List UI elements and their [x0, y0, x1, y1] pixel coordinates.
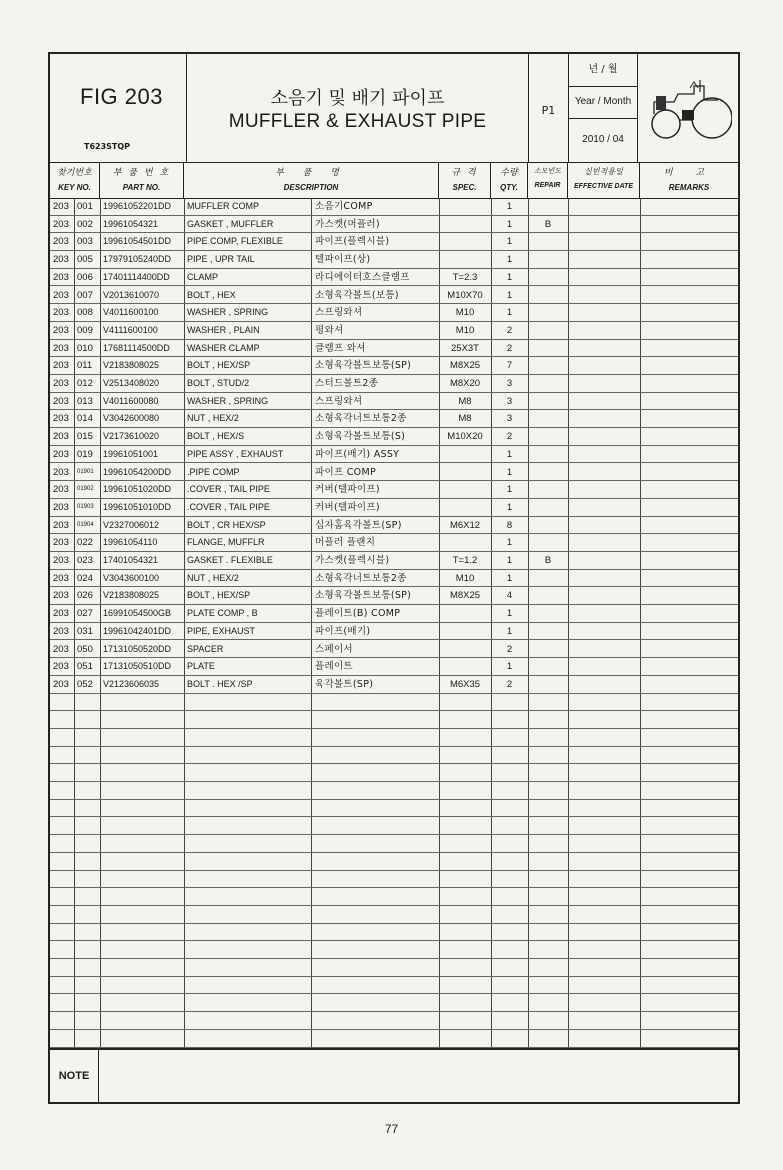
quantity: 1	[506, 271, 513, 283]
description-english: PIPE ASSY , EXHAUST	[187, 448, 284, 459]
col-qty-en: QTY.	[500, 183, 518, 192]
key-number-suffix: 01901	[77, 468, 94, 475]
date-cell	[569, 54, 638, 162]
description-korean: 소형육각볼트보통(SP)	[315, 360, 412, 372]
table-row	[50, 818, 738, 836]
table-row	[50, 587, 738, 605]
description-english: WASHER , SPRING	[187, 395, 269, 406]
key-number-suffix: 027	[77, 608, 93, 620]
quantity: 1	[506, 448, 513, 460]
spec-value: 25X3T	[451, 342, 479, 354]
table-row	[50, 499, 738, 517]
table-row	[50, 322, 738, 340]
part-number: 17131050520DD	[103, 643, 172, 654]
table-row	[50, 605, 738, 623]
description-english: BOLT , STUD/2	[187, 378, 250, 388]
model-code: T623STQP	[84, 142, 131, 151]
key-number-prefix: 203	[53, 254, 69, 266]
key-number-suffix: 006	[77, 271, 93, 283]
quantity: 3	[506, 378, 513, 389]
spec-value: M10X70	[447, 289, 483, 301]
description-korean: 파이프 COMP	[315, 466, 376, 478]
fig-cell	[50, 54, 187, 162]
quantity: 4	[506, 590, 513, 602]
key-number-prefix: 203	[53, 307, 69, 319]
key-number-suffix: 051	[77, 661, 93, 673]
description-english: GASKET , MUFFLER	[187, 218, 274, 229]
description-korean: 파이프(배기) ASSY	[315, 448, 400, 460]
col-part-ko: 부 품 번 호	[112, 168, 171, 178]
description-korean: 파이프(플렉시블)	[315, 236, 390, 248]
key-number-suffix: 01902	[77, 486, 94, 493]
description-english: .COVER , TAIL PIPE	[187, 501, 270, 512]
key-number-suffix: 002	[77, 218, 93, 230]
description-korean: 소음기COMP	[315, 201, 373, 212]
col-key-ko: 찾기번호	[57, 168, 92, 178]
table-row	[50, 570, 738, 588]
description-english: SPACER	[187, 643, 224, 654]
title-english: MUFFLER & EXHAUST PIPE	[228, 111, 487, 132]
description-korean: 커버(텔파이프)	[315, 484, 380, 496]
quantity: 2	[506, 324, 513, 336]
table-row	[50, 888, 738, 906]
table-row	[50, 941, 738, 959]
key-number-suffix: 015	[77, 431, 93, 443]
table-row	[50, 747, 738, 765]
description-english: WASHER , PLAIN	[187, 324, 260, 335]
description-english: FLANGE, MUFFLR	[187, 537, 265, 548]
quantity: 1	[506, 307, 513, 319]
key-number-prefix: 203	[53, 271, 69, 283]
quantity: 2	[506, 431, 513, 443]
tractor-icon	[644, 74, 732, 144]
key-number-suffix: 010	[77, 342, 93, 354]
description-korean: 소형육각너트보통2종	[315, 413, 407, 425]
spec-value: M8X20	[449, 378, 481, 389]
spec-value: M10	[455, 307, 475, 319]
description-english: MUFFLER COMP	[187, 201, 259, 211]
col-repair	[528, 162, 568, 198]
spec-value: M8	[458, 395, 472, 407]
key-number-suffix: 031	[77, 625, 93, 637]
description-english: PIPE COMP, FLEXIBLE	[187, 236, 283, 247]
description-korean: 플레이트(B) COMP	[315, 608, 401, 620]
table-row	[50, 269, 738, 287]
table-row	[50, 393, 738, 411]
spec-value: M10	[455, 324, 475, 336]
table-row	[50, 198, 738, 216]
col-desc	[184, 162, 439, 198]
description-korean: 소형육각너트보통2종	[315, 572, 407, 584]
table-row	[50, 464, 738, 482]
table-row	[50, 1030, 738, 1048]
page-code: P1	[541, 104, 556, 117]
part-number: V2327006012	[103, 519, 160, 530]
description-english: BOLT , HEX	[187, 289, 236, 300]
part-number: V2183808025	[103, 360, 160, 371]
title-cell	[187, 54, 529, 162]
key-number-prefix: 203	[53, 289, 69, 301]
key-number-prefix: 203	[53, 643, 69, 655]
table-row	[50, 658, 738, 676]
key-number-prefix: 203	[53, 537, 69, 549]
key-number-suffix: 003	[77, 236, 93, 248]
description-english: BOLT , CR HEX/SP	[187, 519, 266, 530]
description-korean: 머플러 플랜지	[315, 537, 376, 549]
quantity: 7	[506, 360, 513, 372]
part-number: V2513408020	[103, 378, 160, 388]
key-number-suffix: 050	[77, 643, 93, 655]
table-row	[50, 357, 738, 375]
repair-code: B	[544, 218, 552, 230]
key-number-suffix: 012	[77, 378, 93, 389]
table-row	[50, 410, 738, 428]
description-korean: 평와셔	[315, 324, 344, 336]
description-korean: 가스켓(플렉시블)	[315, 555, 390, 566]
col-remarks	[640, 162, 738, 198]
spec-value: M6X12	[449, 519, 481, 531]
table-row	[50, 375, 738, 393]
col-key	[50, 162, 100, 198]
page-number: 77	[384, 1122, 399, 1136]
fig-number: FIG 203	[80, 84, 163, 109]
key-number-prefix: 203	[53, 431, 69, 443]
table-row	[50, 216, 738, 234]
quantity: 1	[506, 661, 513, 673]
description-english: BOLT , HEX/SP	[187, 590, 251, 601]
description-english: WASHER , SPRING	[187, 307, 269, 318]
table-row	[50, 729, 738, 747]
key-number-prefix: 203	[53, 201, 69, 212]
quantity: 1	[506, 466, 513, 478]
description-korean: 커버(텔파이프)	[315, 501, 380, 513]
col-remarks-en: REMARKS	[668, 183, 710, 192]
key-number-prefix: 203	[53, 555, 69, 566]
description-english: WASHER CLAMP	[187, 342, 260, 353]
key-number-suffix: 007	[77, 289, 93, 301]
key-number-prefix: 203	[53, 590, 69, 602]
table-row	[50, 517, 738, 535]
key-number-prefix: 203	[53, 218, 69, 230]
col-repair-en: REPAIR	[534, 182, 561, 189]
quantity: 3	[506, 395, 513, 407]
description-english: .PIPE COMP	[187, 466, 240, 477]
part-number: 17681114500DD	[103, 342, 170, 353]
table-row	[50, 287, 738, 305]
part-number: 19961042401DD	[103, 625, 172, 636]
key-number-suffix: 011	[77, 360, 93, 372]
description-english: .COVER , TAIL PIPE	[187, 484, 270, 495]
description-english: BOLT , HEX/S	[187, 431, 245, 442]
table-row	[50, 552, 738, 570]
parts-table-body	[50, 198, 738, 1048]
key-number-suffix: 026	[77, 590, 93, 602]
part-number: 17131050510DD	[103, 661, 172, 672]
key-number-suffix: 024	[77, 572, 93, 584]
description-english: NUT , HEX/2	[187, 413, 239, 424]
spec-value: M8X25	[449, 590, 481, 602]
description-korean: 플레이트	[315, 661, 353, 673]
quantity: 2	[506, 342, 513, 354]
table-row	[50, 711, 738, 729]
description-english: BOLT . HEX /SP	[187, 678, 253, 689]
table-row	[50, 1012, 738, 1030]
spec-value: T=2.3	[452, 271, 478, 283]
key-number-prefix: 203	[53, 236, 69, 248]
quantity: 1	[506, 572, 513, 584]
col-desc-en: DESCRIPTION	[283, 183, 339, 192]
parts-sheet	[48, 52, 740, 1104]
key-number-prefix: 203	[53, 519, 69, 531]
part-number: V2013610070	[103, 289, 160, 300]
table-row	[50, 481, 738, 499]
key-number-suffix: 014	[77, 413, 93, 425]
description-korean: 가스켓(머플러)	[315, 218, 380, 230]
part-number: 19961054501DD	[103, 236, 172, 247]
col-effective-ko: 실빈적용일	[584, 167, 623, 176]
description-english: GASKET . FLEXIBLE	[187, 555, 273, 565]
description-english: PIPE, EXHAUST	[187, 625, 256, 636]
description-korean: 십자홈육각볼트(SP)	[315, 519, 402, 531]
key-number-prefix: 203	[53, 360, 69, 372]
quantity: 1	[506, 537, 513, 549]
key-number-suffix: 019	[77, 448, 93, 460]
date-label-korean: 년 / 월	[569, 54, 637, 87]
part-number: 19961054321	[103, 218, 159, 229]
table-row	[50, 304, 738, 322]
col-spec-en: SPEC.	[452, 183, 477, 192]
part-number: 19961051001	[103, 448, 159, 459]
key-number-suffix: 013	[77, 395, 93, 407]
table-row	[50, 835, 738, 853]
quantity: 1	[506, 218, 513, 230]
table-row	[50, 959, 738, 977]
key-number-prefix: 203	[53, 342, 69, 354]
description-english: PLATE	[187, 661, 215, 672]
key-number-prefix: 203	[53, 572, 69, 584]
table-row	[50, 251, 738, 269]
quantity: 1	[506, 555, 513, 566]
note-section	[50, 1048, 738, 1102]
part-number: V2173610020	[103, 431, 160, 442]
description-korean: 소형육각볼트보통(S)	[315, 431, 406, 443]
table-row	[50, 800, 738, 818]
description-english: NUT , HEX/2	[187, 572, 239, 583]
quantity: 1	[506, 501, 513, 513]
description-english: PIPE , UPR TAIL	[187, 254, 255, 265]
key-number-prefix: 203	[53, 484, 69, 496]
spec-value: M6X35	[449, 678, 481, 690]
quantity: 1	[506, 254, 513, 266]
spec-value: M10X20	[447, 431, 483, 443]
spec-value: T=1.2	[452, 555, 478, 566]
key-number-suffix: 009	[77, 324, 93, 336]
table-row	[50, 871, 738, 889]
key-number-suffix: 022	[77, 537, 93, 549]
sheet-header	[50, 54, 738, 163]
description-korean: 소형육각볼트보통(SP)	[315, 590, 412, 602]
col-part-en: PART NO.	[122, 183, 161, 192]
part-number: 17401054321	[103, 555, 159, 565]
part-number: V2123606035	[103, 678, 160, 689]
col-qty-ko: 수량	[500, 168, 518, 178]
quantity: 3	[506, 413, 513, 425]
table-row	[50, 995, 738, 1013]
description-korean: 소형육각볼트(보통)	[315, 289, 399, 301]
key-number-prefix: 203	[53, 324, 69, 336]
description-korean: 라디에이터호스클램프	[315, 271, 410, 283]
key-number-suffix: 001	[77, 201, 93, 212]
note-label: NOTE	[50, 1050, 99, 1102]
table-row	[50, 623, 738, 641]
table-row	[50, 641, 738, 659]
key-number-suffix: 005	[77, 254, 93, 266]
part-number: V4011600080	[103, 395, 159, 406]
description-english: CLAMP	[187, 271, 219, 282]
col-effective-en: EFFECTIVE DATE	[574, 183, 633, 190]
spec-value: M10	[455, 572, 475, 584]
key-number-prefix: 203	[53, 466, 69, 478]
key-number-suffix: 01903	[77, 503, 94, 510]
quantity: 1	[506, 201, 513, 212]
key-number-prefix: 203	[53, 395, 69, 407]
part-number: V3043600100	[103, 572, 160, 583]
table-row	[50, 340, 738, 358]
description-korean: 스프링와셔	[315, 395, 363, 407]
table-row	[50, 233, 738, 251]
col-remarks-ko: 비 고	[663, 168, 715, 178]
date-label-english: Year / Month	[569, 86, 637, 119]
part-number: 19961051020DD	[103, 484, 172, 495]
date-value: 2010 / 04	[582, 134, 624, 145]
part-number: V3042600080	[103, 413, 160, 424]
part-number: 19961054110	[103, 537, 158, 548]
quantity: 1	[506, 289, 513, 301]
description-korean: 육각볼트(SP)	[315, 678, 374, 690]
title-korean: 소음기 및 배기 파이프	[270, 88, 445, 109]
spec-value: M8X25	[449, 360, 481, 372]
part-number: V4011600100	[103, 307, 159, 318]
key-number-prefix: 203	[53, 678, 69, 690]
col-desc-ko: 부 품 명	[275, 168, 347, 178]
description-korean: 스프링와셔	[315, 307, 363, 319]
description-korean: 클램프 와셔	[315, 342, 366, 354]
key-number-prefix: 203	[53, 501, 69, 513]
key-number-prefix: 203	[53, 661, 69, 673]
key-number-prefix: 203	[53, 413, 69, 425]
quantity: 1	[506, 484, 513, 496]
quantity: 1	[506, 625, 513, 637]
table-row	[50, 446, 738, 464]
key-number-suffix: 023	[77, 555, 93, 566]
key-number-prefix: 203	[53, 608, 69, 620]
col-qty	[491, 162, 528, 198]
description-english: PLATE COMP , B	[187, 608, 258, 619]
part-number: 17979105240DD	[103, 254, 172, 265]
quantity: 8	[506, 519, 513, 531]
quantity: 2	[506, 678, 513, 690]
quantity: 2	[506, 643, 513, 655]
part-number: 16991054500GB	[103, 608, 172, 619]
part-number: 19961052201DD	[103, 201, 172, 211]
key-number-prefix: 203	[53, 448, 69, 460]
part-number: 19961051010DD	[103, 501, 172, 512]
col-spec	[439, 162, 491, 198]
description-korean: 텔파이프(상)	[315, 254, 371, 266]
table-row	[50, 676, 738, 694]
table-row	[50, 853, 738, 871]
spec-value: M8	[458, 413, 472, 425]
col-key-en: KEY NO.	[58, 183, 91, 192]
repair-code: B	[544, 555, 552, 566]
page-cell	[529, 54, 569, 162]
col-part	[100, 162, 184, 198]
table-row	[50, 534, 738, 552]
part-number: 19961054200DD	[103, 466, 172, 477]
description-english: BOLT , HEX/SP	[187, 360, 251, 371]
key-number-prefix: 203	[53, 625, 69, 637]
table-row	[50, 977, 738, 995]
illustration-cell	[638, 54, 738, 162]
description-korean: 파이프(배기)	[315, 625, 371, 637]
description-korean: 스페이서	[315, 643, 353, 655]
table-row	[50, 764, 738, 782]
key-number-prefix: 203	[53, 378, 69, 389]
key-number-suffix: 008	[77, 307, 93, 319]
table-row	[50, 924, 738, 942]
table-row	[50, 694, 738, 712]
column-header	[50, 162, 738, 199]
quantity: 1	[506, 608, 513, 620]
table-row	[50, 906, 738, 924]
key-number-suffix: 052	[77, 678, 93, 690]
part-number: V4111600100	[103, 324, 158, 335]
table-row	[50, 782, 738, 800]
part-number: V2183808025	[103, 590, 160, 601]
table-row	[50, 428, 738, 446]
col-effective	[568, 162, 640, 198]
description-korean: 스터드볼트2종	[315, 378, 379, 389]
quantity: 1	[506, 236, 513, 248]
part-number: 17401114400DD	[103, 271, 170, 282]
col-repair-ko: 소모빈도	[533, 167, 562, 175]
key-number-suffix: 01904	[77, 521, 94, 528]
col-spec-ko: 규 격	[451, 168, 478, 178]
